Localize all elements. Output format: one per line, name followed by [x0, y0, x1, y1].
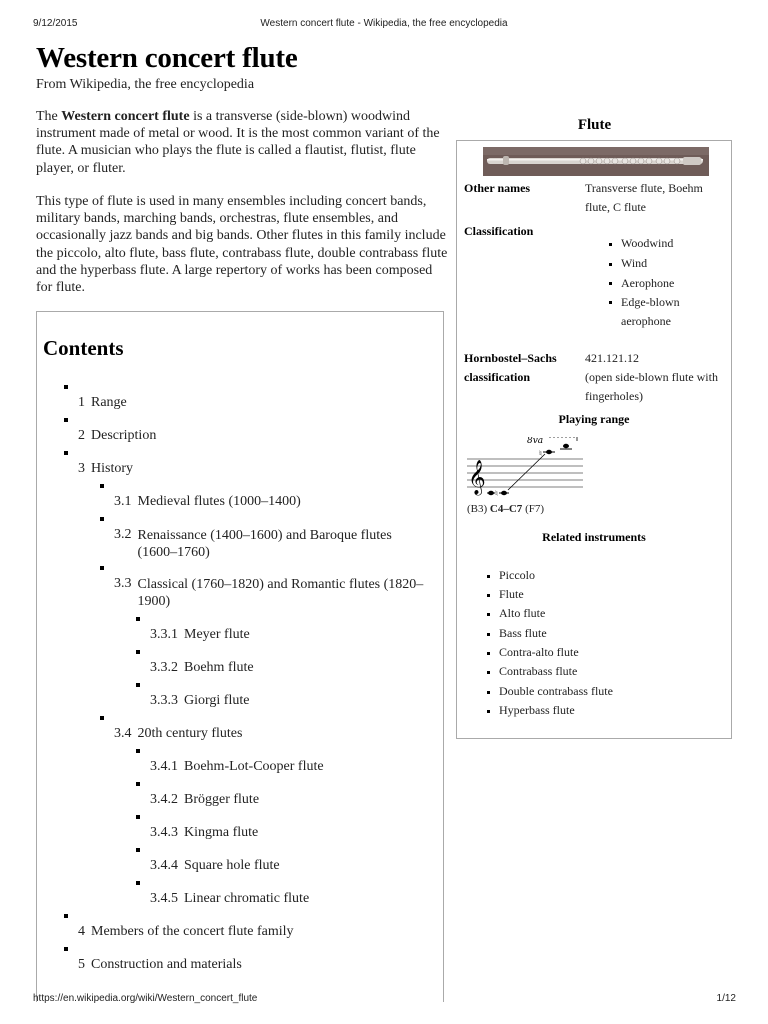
- print-page-number: 1/12: [716, 993, 736, 1004]
- toc-bullet: [100, 484, 104, 488]
- toc-bullet: [136, 782, 140, 786]
- toc-item-20th-century[interactable]: 3.4 20th century flutes: [114, 726, 243, 741]
- list-bullet: [487, 652, 490, 655]
- hornbostel-sachs-label[interactable]: Hornbostel–Sachs classification: [464, 351, 557, 384]
- related-item[interactable]: Contrabass flute: [499, 664, 578, 678]
- toc-bullet: [64, 418, 68, 422]
- toc-bullet: [136, 848, 140, 852]
- list-bullet: [487, 671, 490, 674]
- toc-item-kingma[interactable]: 3.4.3 Kingma flute: [150, 825, 259, 840]
- toc-item-description[interactable]: 2 Description: [78, 428, 157, 443]
- toc-item-history[interactable]: 3 History: [78, 461, 133, 476]
- toc-item-square-hole[interactable]: 3.4.4 Square hole flute: [150, 858, 280, 873]
- playing-range-caption: (B3) C4–C7 (F7): [467, 503, 545, 515]
- flute-image[interactable]: [483, 147, 709, 176]
- list-bullet: [487, 710, 490, 713]
- related-item[interactable]: Piccolo: [499, 568, 535, 582]
- toc-item-linear-chromatic[interactable]: 3.4.5 Linear chromatic flute: [150, 891, 310, 906]
- related-item[interactable]: Alto flute: [499, 606, 546, 620]
- print-date: 9/12/2015: [33, 18, 78, 29]
- svg-text:♮: ♮: [539, 449, 542, 458]
- table-of-contents: [36, 311, 444, 1002]
- treble-clef-icon: 𝄞: [468, 460, 486, 495]
- toc-bullet: [136, 881, 140, 885]
- list-bullet: [609, 301, 612, 304]
- note-f7: [563, 444, 569, 448]
- related-item[interactable]: Flute: [499, 587, 524, 601]
- note-c4: [501, 491, 507, 495]
- classification-label: Classification: [464, 224, 534, 238]
- playing-range-label: Playing range: [558, 412, 630, 426]
- related-item[interactable]: Hyperbass flute: [499, 703, 575, 717]
- related-item[interactable]: Double contrabass flute: [499, 684, 613, 698]
- toc-item-members[interactable]: 4 Members of the concert flute family: [78, 924, 294, 939]
- toc-bullet: [100, 517, 104, 521]
- classification-item[interactable]: Wind: [621, 256, 648, 270]
- toc-item-classical[interactable]: 3.3 Classical (1760–1820) and Romantic flutes (1820–1900): [114, 576, 424, 609]
- list-bullet: [487, 613, 490, 616]
- toc-bullet: [136, 650, 140, 654]
- toc-item-meyer[interactable]: 3.3.1 Meyer flute: [150, 627, 250, 642]
- toc-heading: Contents: [43, 336, 124, 360]
- article-subject-bold: Western concert flute: [61, 109, 190, 124]
- toc-item-renaissance[interactable]: 3.2 Renaissance (1400–1600) and Baroque flutes (1600–1760): [114, 527, 392, 560]
- list-bullet: [487, 575, 490, 578]
- toc-bullet: [100, 566, 104, 570]
- list-bullet: [487, 691, 490, 694]
- classification-item[interactable]: Woodwind: [621, 236, 674, 250]
- toc-item-construction[interactable]: 5 Construction and materials: [78, 957, 242, 972]
- other-names-value: Transverse flute, Boehm flute, C flute: [585, 181, 703, 214]
- family-paragraph: This type of flute is used in many ensembles including concert bands, military bands, marching bands, orchestras, flute ensembles, and occasionally jazz bands and big bands. Other flutes in this family include the piccolo, alto flute, bass flute, contrabass flute, double contrabass flute and the hyperbass flute. A large repertory of works has been composed for flute.: [36, 194, 448, 296]
- toc-bullet: [136, 617, 140, 621]
- other-names-label: Other names: [464, 181, 531, 195]
- toc-item-boehm-lot-cooper[interactable]: 3.4.1 Boehm-Lot-Cooper flute: [150, 759, 324, 774]
- toc-bullet: [64, 451, 68, 455]
- classification-item[interactable]: Aerophone: [621, 276, 675, 290]
- related-instruments-label: Related instruments: [542, 530, 646, 544]
- toc-bullet: [64, 947, 68, 951]
- toc-bullet: [64, 914, 68, 918]
- svg-text:♮: ♮: [495, 489, 498, 498]
- note-b3: [488, 491, 494, 495]
- playing-range-staff: [465, 437, 585, 501]
- print-title: Western concert flute - Wikipedia, the free encyclopedia: [260, 18, 508, 29]
- toc-bullet: [136, 683, 140, 687]
- list-bullet: [487, 633, 490, 636]
- intro-paragraph: The Western concert flute is a transverse (side-blown) woodwind instrument made of metal or wood. It is the most common variant of the flute. A musician who plays the flute is called a flautist, flutist, flute player, or fluter.: [36, 109, 440, 176]
- infobox-title: Flute: [577, 117, 612, 133]
- toc-item-brogger[interactable]: 3.4.2 Brögger flute: [150, 792, 260, 807]
- list-bullet: [609, 263, 612, 266]
- infobox: [456, 140, 732, 739]
- page-subtitle: From Wikipedia, the free encyclopedia: [36, 77, 255, 92]
- octave-mark: 8va: [527, 437, 544, 446]
- hornbostel-sachs-value[interactable]: 421.121.12: [585, 351, 639, 365]
- list-bullet: [487, 594, 490, 597]
- toc-item-boehm[interactable]: 3.3.2 Boehm flute: [150, 660, 254, 675]
- toc-bullet: [64, 385, 68, 389]
- list-bullet: [609, 243, 612, 246]
- note-c7: [546, 450, 552, 454]
- toc-item-giorgi[interactable]: 3.3.3 Giorgi flute: [150, 693, 250, 708]
- classification-item[interactable]: Edge-blown aerophone: [621, 295, 680, 328]
- list-bullet: [609, 282, 612, 285]
- related-item[interactable]: Contra-alto flute: [499, 645, 579, 659]
- toc-item-range[interactable]: 1 Range: [78, 395, 127, 410]
- related-item[interactable]: Bass flute: [499, 626, 547, 640]
- print-url: https://en.wikipedia.org/wiki/Western_concert_flute: [33, 993, 258, 1004]
- hornbostel-sachs-note: (open side-blown flute with fingerholes): [585, 370, 718, 403]
- toc-item-medieval[interactable]: 3.1 Medieval flutes (1000–1400): [114, 494, 301, 509]
- page-title: Western concert flute: [36, 42, 298, 74]
- toc-bullet: [136, 815, 140, 819]
- toc-bullet: [100, 716, 104, 720]
- toc-bullet: [136, 749, 140, 753]
